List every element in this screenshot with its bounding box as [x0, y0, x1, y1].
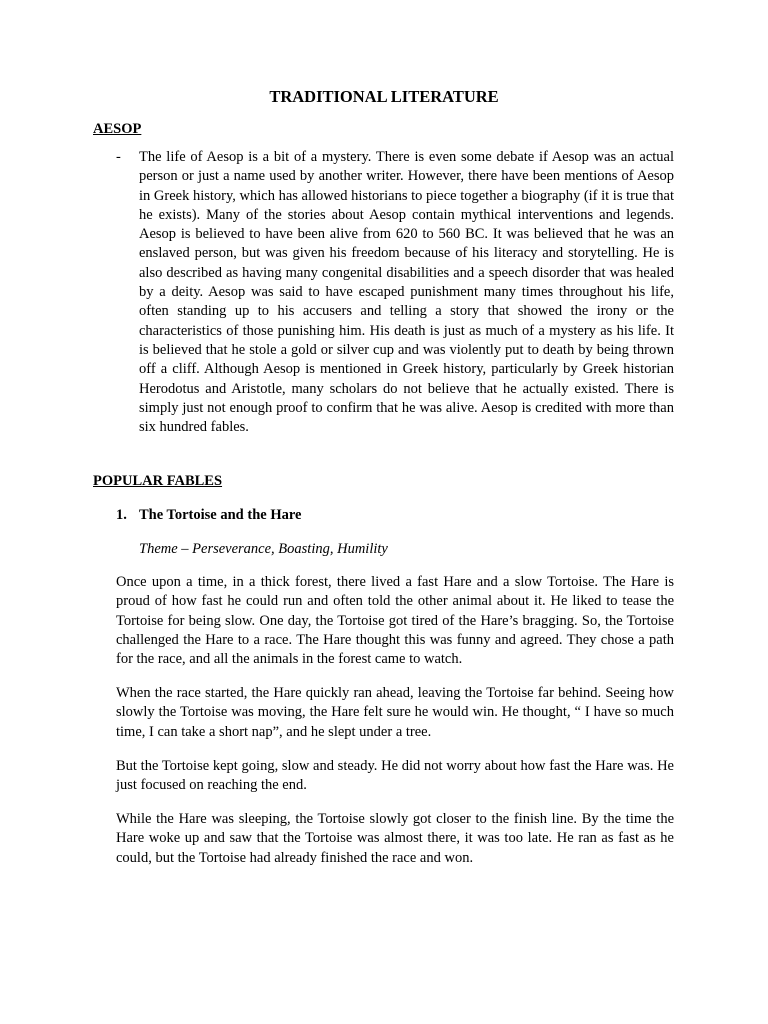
popular-fables-heading: POPULAR FABLES — [93, 473, 223, 489]
fable-paragraph: When the race started, the Hare quickly ran ahead, leaving the Tortoise far behind. Seeing how slowly the Tortoise was moving, the Hare felt sure he would win. He thought, “ I have so much time, I can take a short nap”, and he slept under a tree. — [116, 685, 674, 740]
aesop-biography-text: The life of Aesop is a bit of a mystery. There is even some debate if Aesop was an actual person or just a name used by another writer. However, there have been mentions of Aesop in Greek history, which has allowed historians to piece together a biography (if it is true that he exists). Many of the stories about Aesop contain mythical interventions and legends. Aesop is believed to have been alive from 620 to 560 BC. It was believed that he was an enslaved person, but was given his freedom because of his literacy and storytelling. He is also described as having many congenital disabilities and a speech disorder that was healed by a deity. Aesop was said to have escaped punishment many times throughout his life, often standing up to his accusers and telling a story that showed the irony or the characteristics of those punishing him. His death is just as much of a mystery as his life. It is believed that he stole a gold or silver cup and was violently put to death by being thrown off a cliff. Although Aesop is mentioned in Greek history, particularly by Greek historian Herodotus and Aristotle, many scholars do not believe that he actually existed. There is simply just not enough proof to confirm that he was alive. Aesop is credited with more than six hundred fables. — [139, 149, 675, 436]
fable-paragraph: While the Hare was sleeping, the Tortoise slowly got closer to the finish line. By the time the Hare woke up and saw that the Tortoise was almost there, it was too late. He ran as fast as he could, but the Tortoise had already finished the race and won. — [116, 811, 674, 866]
aesop-heading: AESOP — [93, 121, 142, 137]
fable-title: The Tortoise and the Hare — [139, 507, 302, 523]
fable-paragraph: Once upon a time, in a thick forest, there lived a fast Hare and a slow Tortoise. The Hare is proud of how fast he could run and often told the other animal about it. He liked to tease the Tortoise for being slow. One day, the Tortoise got tired of the Hare’s bragging. So, the Tortoise challenged the Hare to a race. The Hare thought this was funny and agreed. They chose a path for the race, and all the animals in the forest came to watch. — [116, 574, 674, 668]
page-title: TRADITIONAL LITERATURE — [269, 87, 499, 106]
fable-theme: Theme – Perseverance, Boasting, Humility — [139, 541, 388, 557]
bullet-marker: - — [116, 149, 121, 165]
fable-paragraph: But the Tortoise kept going, slow and steady. He did not worry about how fast the Hare was. He just focused on reaching the end. — [116, 758, 674, 794]
fable-number: 1. — [116, 507, 127, 523]
